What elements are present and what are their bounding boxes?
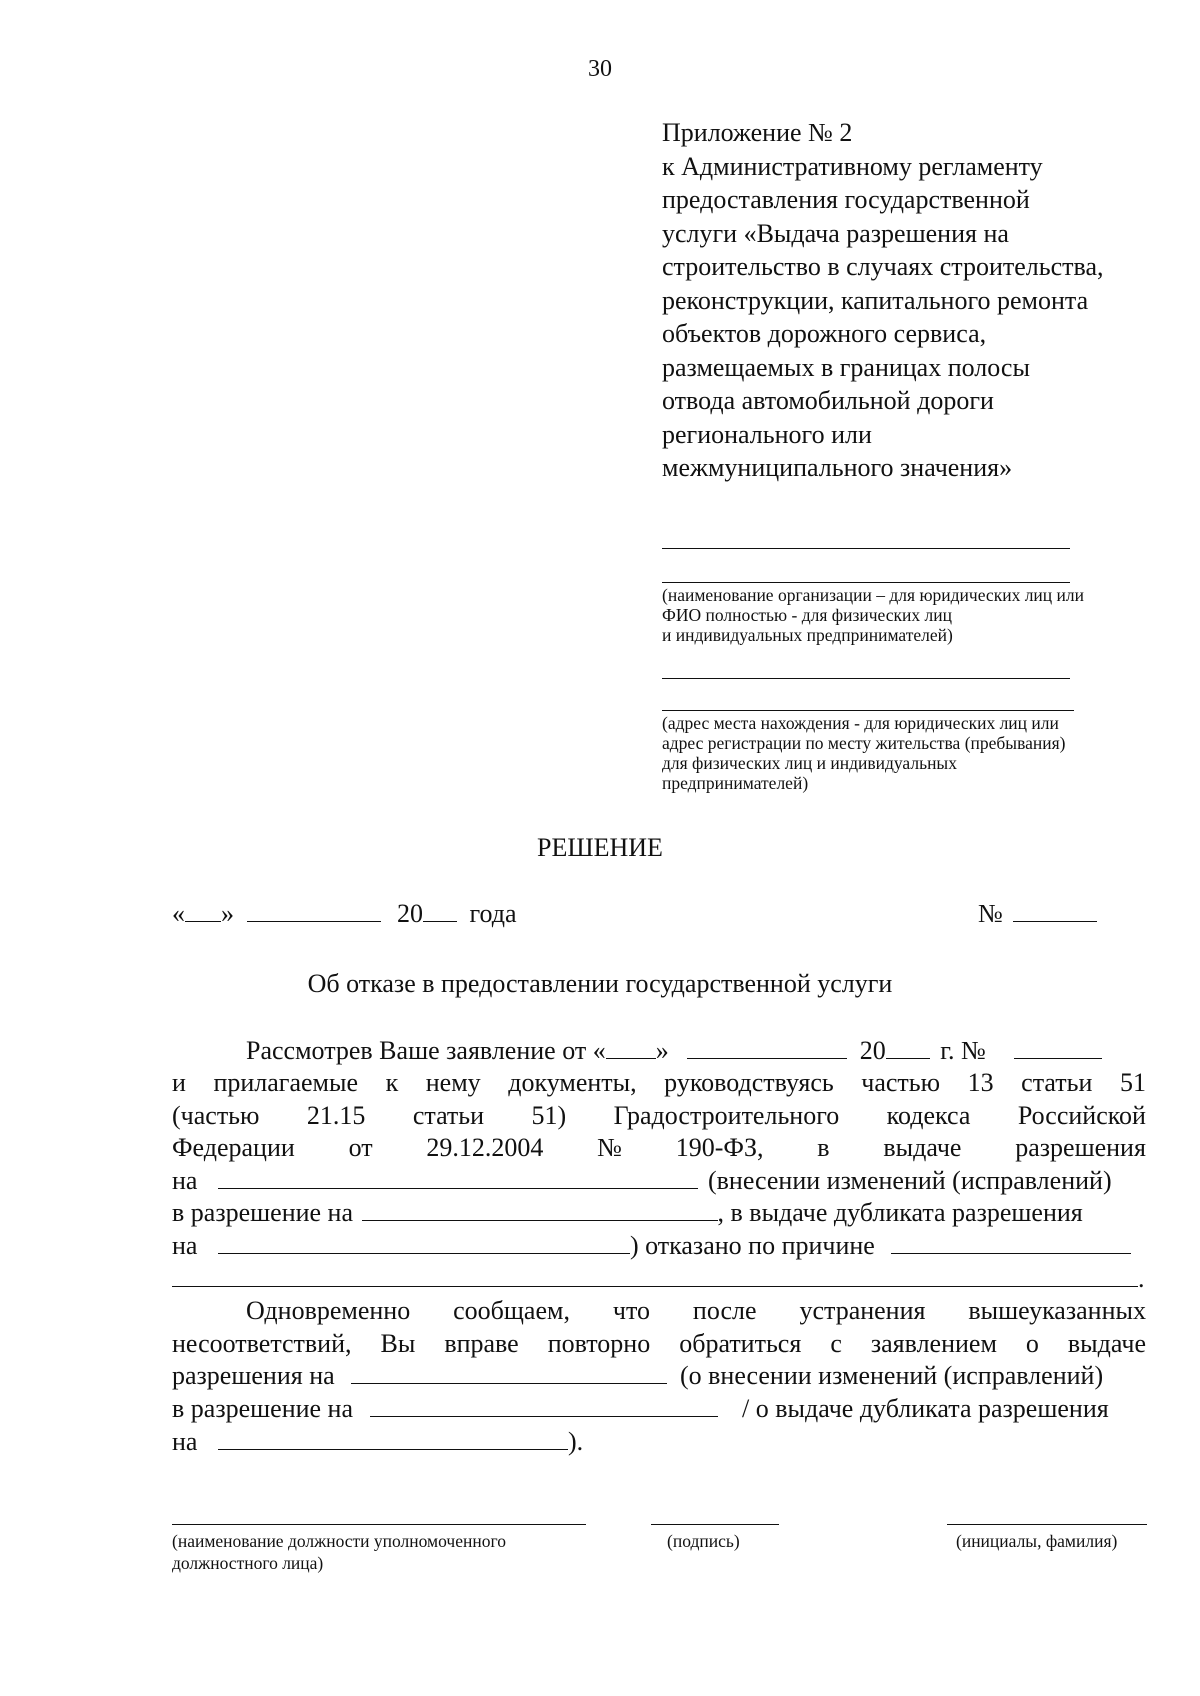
- appendix-line: регионального или: [662, 419, 872, 449]
- appendix-line: размещаемых в границах полосы: [662, 352, 1030, 382]
- word: обратиться: [679, 1329, 802, 1358]
- body-line: [172, 1361, 667, 1391]
- word: от: [348, 1133, 373, 1162]
- year-word: года: [469, 899, 517, 928]
- word: кодекса: [886, 1101, 971, 1130]
- reapply-amendment-blank[interactable]: [370, 1396, 718, 1417]
- word: (частью: [172, 1101, 260, 1130]
- appendix-header: [662, 116, 1103, 485]
- decision-number: [978, 899, 1097, 929]
- reapply-duplicate-blank[interactable]: [218, 1429, 568, 1450]
- official-position-caption: [172, 1530, 506, 1574]
- body-line: [172, 1394, 718, 1424]
- signature-line[interactable]: [651, 1524, 779, 1525]
- appendix-line: предоставления государственной: [662, 185, 1030, 214]
- word: несоответствий,: [172, 1329, 352, 1358]
- word: сообщаем,: [453, 1296, 570, 1325]
- word: прилагаемые: [213, 1068, 359, 1097]
- word: в: [817, 1133, 830, 1162]
- page-number: 30: [588, 56, 612, 82]
- word: о: [1025, 1329, 1039, 1358]
- recipient-address-note: [662, 713, 1065, 793]
- word: 51): [531, 1101, 567, 1130]
- body-line: [680, 1361, 1103, 1391]
- text: ).: [567, 1427, 584, 1456]
- body-line: [246, 1036, 1102, 1066]
- duplicate-object-blank[interactable]: [218, 1233, 630, 1254]
- full-name-caption: (инициалы, фамилия): [956, 1531, 1118, 1551]
- caption-line: должностного лица): [172, 1553, 324, 1573]
- word: статьи: [1021, 1068, 1093, 1097]
- word: 29.12.2004: [426, 1133, 544, 1162]
- text: Рассмотрев Ваше заявление от «: [246, 1036, 606, 1065]
- year-prefix: 20: [397, 899, 423, 928]
- word: Российской: [1017, 1101, 1146, 1130]
- text: .: [1138, 1264, 1145, 1293]
- caption-line: (наименование должности уполномоченного: [172, 1531, 506, 1551]
- amendment-object-blank[interactable]: [362, 1200, 718, 1221]
- body-line: [708, 1166, 1112, 1196]
- note-line: предпринимателей): [662, 773, 809, 793]
- recipient-org-line-2[interactable]: [662, 582, 1070, 583]
- body-line: [742, 1394, 1109, 1424]
- word: разрешения: [1015, 1133, 1146, 1162]
- text: (внесении изменений (исправлений): [708, 1166, 1112, 1195]
- word: 190-ФЗ,: [675, 1133, 764, 1162]
- number-sign: №: [978, 899, 1003, 928]
- appendix-line: к Административному регламенту: [662, 151, 1043, 181]
- word: заявлением: [870, 1329, 997, 1358]
- word: и: [172, 1068, 186, 1097]
- word: к: [385, 1068, 399, 1097]
- recipient-address-line-2[interactable]: [662, 710, 1074, 711]
- word: Одновременно: [246, 1296, 411, 1325]
- note-line: (адрес места нахождения - для юридических лиц или: [662, 713, 1059, 733]
- official-position-line[interactable]: [172, 1524, 586, 1525]
- text: , в выдаче дубликата разрешения: [717, 1198, 1083, 1227]
- recipient-address-line-1[interactable]: [662, 678, 1070, 679]
- word: Вы: [380, 1329, 416, 1358]
- body-line: [172, 1166, 698, 1196]
- note-line: ФИО полностью - для физических лиц: [662, 605, 952, 625]
- word: Федерации: [172, 1133, 295, 1162]
- document-title: РЕШЕНИЕ: [537, 833, 663, 862]
- note-line: (наименование организации – для юридических лиц или: [662, 585, 1084, 605]
- refusal-reason-continuation-blank[interactable]: [172, 1266, 1138, 1287]
- word: №: [597, 1133, 622, 1162]
- appendix-line: отвода автомобильной дороги: [662, 386, 994, 415]
- text: на: [172, 1231, 198, 1260]
- day-blank[interactable]: [185, 901, 221, 922]
- word: вправе: [444, 1329, 519, 1358]
- body-line-justified: [172, 1329, 1146, 1359]
- refusal-reason-blank[interactable]: [891, 1233, 1131, 1254]
- close-quote: »: [221, 899, 234, 928]
- word: Градостроительного: [613, 1101, 840, 1130]
- application-number-blank[interactable]: [1014, 1038, 1102, 1059]
- text: разрешения на: [172, 1361, 335, 1390]
- body-line-justified: [172, 1133, 1146, 1163]
- body-line-justified: [172, 1101, 1146, 1131]
- application-month-blank[interactable]: [687, 1038, 847, 1059]
- application-day-blank[interactable]: [606, 1038, 656, 1059]
- number-blank[interactable]: [1013, 901, 1097, 922]
- permit-object-blank[interactable]: [218, 1168, 698, 1189]
- text: »: [655, 1036, 669, 1065]
- word: что: [612, 1296, 650, 1325]
- word: после: [692, 1296, 757, 1325]
- appendix-line: реконструкции, капитального ремонта: [662, 285, 1089, 315]
- text: на: [172, 1166, 198, 1195]
- word: 13: [967, 1068, 994, 1097]
- text: на: [172, 1427, 198, 1456]
- signature-caption: (подпись): [667, 1531, 740, 1551]
- reapply-permit-blank[interactable]: [351, 1363, 667, 1384]
- recipient-org-note: [662, 585, 1084, 645]
- body-line: [172, 1198, 1083, 1228]
- word: вышеуказанных: [968, 1296, 1146, 1325]
- body-line-justified: [246, 1296, 1146, 1326]
- word: выдаче: [883, 1133, 962, 1162]
- text: г. №: [940, 1036, 986, 1065]
- note-line: для физических лиц и индивидуальных: [662, 753, 957, 773]
- note-line: и индивидуальных предпринимателей): [662, 625, 953, 645]
- text: (о внесении изменений (исправлений): [680, 1361, 1104, 1390]
- text: / о выдаче дубликата разрешения: [742, 1394, 1109, 1423]
- open-quote: «: [172, 899, 185, 928]
- appendix-line: услуги «Выдача разрешения на: [662, 218, 1009, 248]
- year-blank[interactable]: [423, 901, 457, 922]
- word: 51: [1119, 1068, 1146, 1097]
- word: повторно: [547, 1329, 651, 1358]
- word: 21.15: [306, 1101, 366, 1130]
- body-line: [172, 1264, 1145, 1294]
- date-line: [172, 899, 517, 929]
- appendix-line: объектов дорожного сервиса,: [662, 319, 987, 348]
- word: статьи: [412, 1101, 485, 1130]
- application-year-blank[interactable]: [886, 1038, 930, 1059]
- appendix-line: Приложение № 2: [662, 118, 853, 147]
- word: руководствуясь: [664, 1068, 834, 1097]
- decision-subtitle: Об отказе в предоставлении государственной услуги: [307, 969, 893, 998]
- word: частью: [861, 1068, 941, 1097]
- body-line-justified: [172, 1068, 1146, 1098]
- word: с: [830, 1329, 842, 1358]
- body-line: [172, 1427, 583, 1457]
- body-line: [172, 1231, 1131, 1261]
- recipient-org-line-1[interactable]: [662, 548, 1070, 549]
- word: нему: [425, 1068, 481, 1097]
- text: ) отказано по причине: [629, 1231, 875, 1260]
- word: устранения: [799, 1296, 926, 1325]
- appendix-line: строительство в случаях строительства,: [662, 252, 1104, 281]
- word: выдаче: [1067, 1329, 1146, 1358]
- text: в разрешение на: [172, 1198, 354, 1227]
- text: в разрешение на: [172, 1394, 354, 1423]
- full-name-line[interactable]: [947, 1524, 1147, 1525]
- appendix-line: межмуниципального значения»: [662, 453, 1013, 482]
- text: 20: [859, 1036, 886, 1065]
- word: документы,: [508, 1068, 637, 1097]
- month-blank[interactable]: [247, 901, 381, 922]
- note-line: адрес регистрации по месту жительства (пребывания): [662, 733, 1066, 753]
